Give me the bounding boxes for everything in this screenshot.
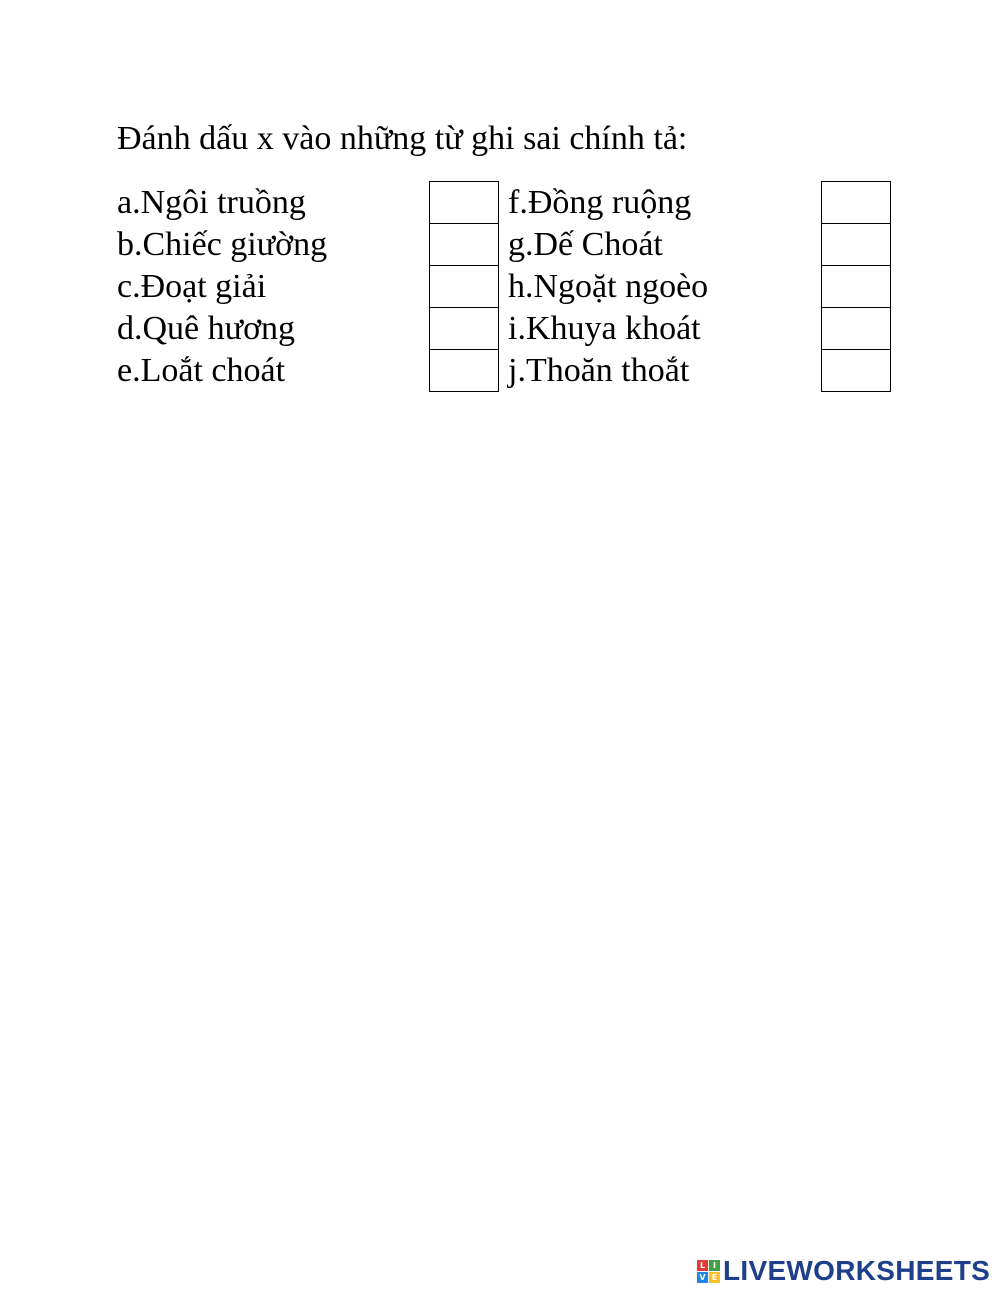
- item-label-e: e.Loắt choát: [117, 352, 286, 389]
- item-label-d: d.Quê hương: [117, 310, 296, 347]
- checkbox-e[interactable]: [429, 349, 499, 392]
- item-label-h: h.Ngoặt ngoèo: [508, 268, 709, 305]
- logo-mark-v: V: [697, 1272, 708, 1283]
- checkbox-j[interactable]: [821, 349, 891, 392]
- logo-mark-l: L: [697, 1260, 708, 1271]
- checkbox-g[interactable]: [821, 223, 891, 266]
- item-label-i: i.Khuya khoát: [508, 310, 701, 347]
- item-label-j: j.Thoăn thoắt: [508, 352, 690, 389]
- item-label-g: g.Dế Choát: [508, 226, 663, 263]
- instruction-text: Đánh dấu x vào những từ ghi sai chính tả:: [117, 120, 688, 157]
- checkbox-d[interactable]: [429, 307, 499, 350]
- item-label-f: f.Đồng ruộng: [508, 184, 692, 221]
- liveworksheets-logo: [697, 1255, 990, 1287]
- checkbox-h[interactable]: [821, 265, 891, 308]
- checkbox-c[interactable]: [429, 265, 499, 308]
- logo-mark-icon: [697, 1260, 720, 1283]
- item-label-b: b.Chiếc giường: [117, 226, 328, 263]
- logo-mark-i: I: [709, 1260, 720, 1271]
- checkbox-f[interactable]: [821, 181, 891, 224]
- item-label-c: c.Đoạt giải: [117, 268, 267, 305]
- logo-text: LIVEWORKSHEETS: [723, 1255, 991, 1286]
- checkbox-b[interactable]: [429, 223, 499, 266]
- item-label-a: a.Ngôi truồng: [117, 184, 306, 221]
- checkbox-i[interactable]: [821, 307, 891, 350]
- checkbox-a[interactable]: [429, 181, 499, 224]
- logo-mark-e: E: [709, 1272, 720, 1283]
